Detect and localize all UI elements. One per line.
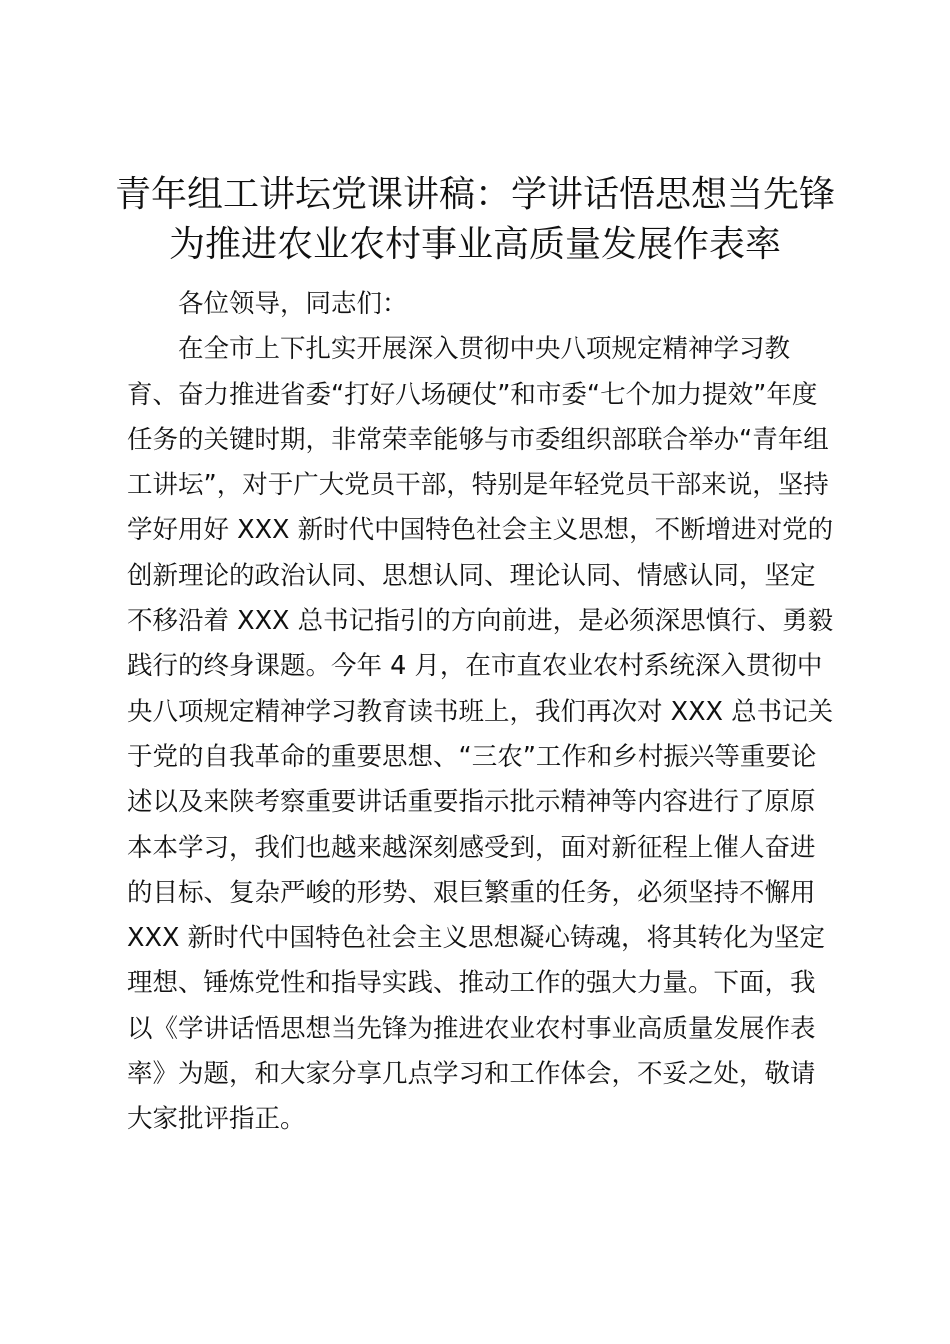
salutation: 各位领导，同志们：: [178, 289, 408, 319]
paragraph-line: XXX 新时代中国特色社会主义思想凝心铸魂，将其转化为坚定: [127, 923, 826, 954]
paragraph-line: 的目标、复杂严峻的形势、艰巨繁重的任务，必须坚持不懈用: [127, 877, 816, 908]
title-line-2: 为推进农业农村事业高质量发展作表率: [168, 224, 781, 265]
document-body: [127, 282, 834, 1143]
paragraph-line: 率》为题，和大家分享几点学习和工作体会，不妥之处，敬请: [127, 1059, 816, 1090]
document-title: [100, 170, 850, 270]
paragraph-line: 创新理论的政治认同、思想认同、理论认同、情感认同，坚定: [127, 560, 816, 591]
paragraph-line: 在全市上下扎实开展深入贯彻中央八项规定精神学习教: [178, 334, 791, 365]
paragraph-line: 以《学讲话悟思想当先锋为推进农业农村事业高质量发展作表: [127, 1013, 816, 1044]
paragraph-line: 理想、锤炼党性和指导实践、推动工作的强大力量。下面，我: [127, 968, 816, 999]
paragraph-line: 大家批评指正。: [127, 1104, 306, 1135]
paragraph-line: 学好用好 XXX 新时代中国特色社会主义思想，不断增进对党的: [127, 515, 834, 546]
paragraph-line: 于党的自我革命的重要思想、“三农”工作和乡村振兴等重要论: [127, 741, 817, 772]
paragraph-line: 育、奋力推进省委“打好八场硬仗”和市委“七个加力提效”年度: [127, 379, 818, 410]
paragraph-line: 工讲坛”，对于广大党员干部，特别是年轻党员干部来说，坚持: [127, 470, 829, 501]
title-line-1: 青年组工讲坛党课讲稿：学讲话悟思想当先锋: [114, 174, 835, 215]
paragraph-line: 本本学习，我们也越来越深刻感受到，面对新征程上催人奋进: [127, 832, 816, 863]
paragraph-line: 述以及来陕考察重要讲话重要指示批示精神等内容进行了原原: [127, 787, 816, 818]
paragraph-line: 央八项规定精神学习教育读书班上，我们再次对 XXX 总书记关: [127, 696, 834, 727]
paragraph-line: 践行的终身课题。今年 4 月，在市直农业农村系统深入贯彻中: [127, 651, 823, 682]
paragraph-line: 不移沿着 XXX 总书记指引的方向前进，是必须深思慎行、勇毅: [127, 606, 834, 637]
paragraph-line: 任务的关键时期，非常荣幸能够与市委组织部联合举办“青年组: [127, 424, 829, 455]
